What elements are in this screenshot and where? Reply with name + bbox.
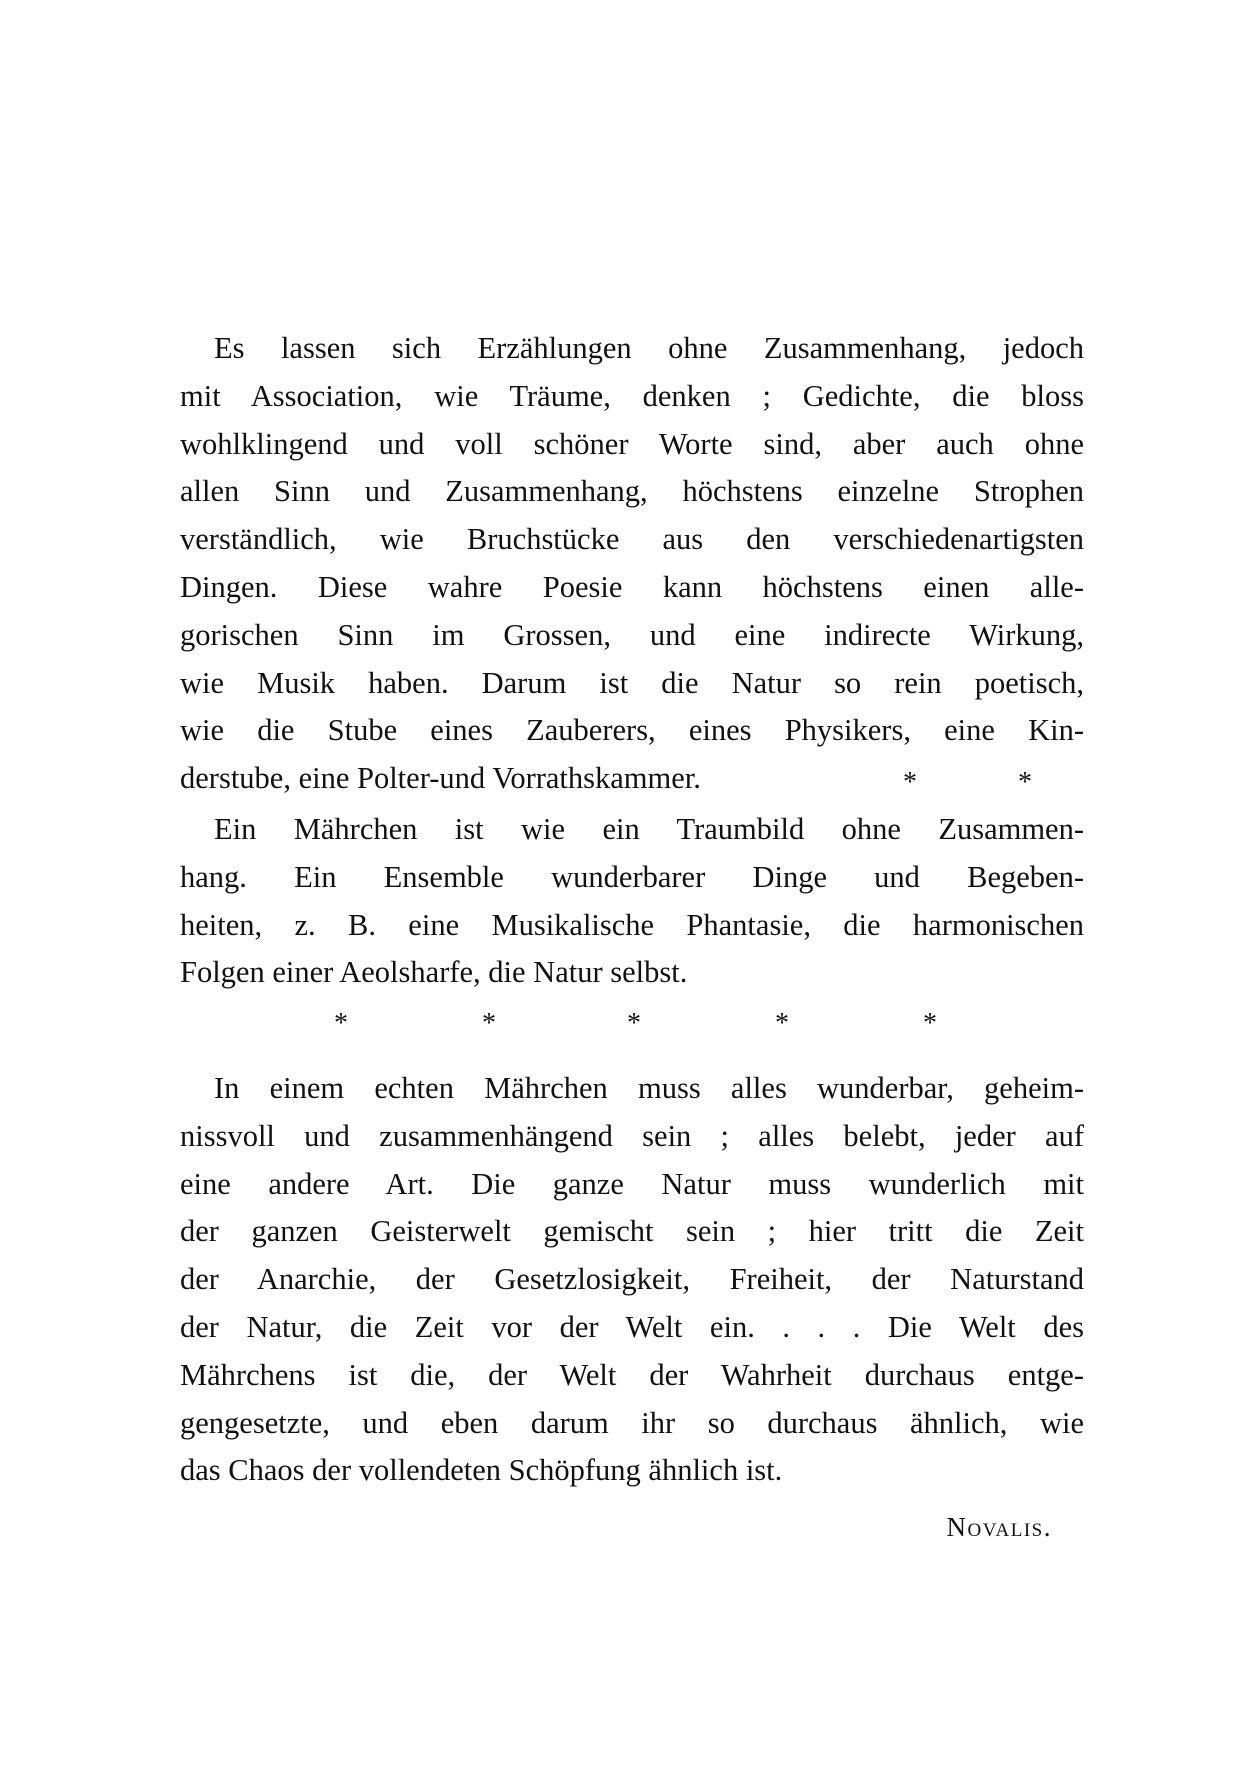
text-line: gorischen Sinn im Grossen, und eine indirecte Wirkung, (180, 617, 1084, 652)
text-line: verständlich, wie Bruchstücke aus den verschiedenartigsten (180, 522, 1084, 557)
text-line: Dingen. Diese wahre Poesie kann höchstens einen alle- (180, 569, 1084, 604)
text-line: der Anarchie, der Gesetzlosigkeit, Freiheit, der Naturstand (180, 1262, 1084, 1297)
asterisk: * (627, 1008, 641, 1039)
paragraph-3 (180, 1065, 1084, 1495)
paragraph-1 (180, 325, 1084, 803)
text-line: wohlklingend und voll schöner Worte sind, aber auch ohne (180, 426, 1084, 461)
asterisk: * (775, 1008, 789, 1039)
asterisk: * (334, 1008, 348, 1039)
text-line: allen Sinn und Zusammenhang, höchstens einzelne Strophen (180, 474, 1084, 509)
asterisk: * (1018, 767, 1032, 798)
text-line: Es lassen sich Erzählungen ohne Zusammenhang, jedoch (214, 331, 1084, 365)
text-line: wie die Stube eines Zauberers, eines Physikers, eine Kin- (180, 713, 1084, 748)
text-line: hang. Ein Ensemble wunderbarer Dinge und Begeben- (180, 859, 1084, 894)
text-line: In einem echten Mährchen muss alles wunderbar, geheim- (214, 1071, 1084, 1105)
text-line: der ganzen Geisterwelt gemischt sein ; hier tritt die Zeit (180, 1214, 1084, 1249)
author-signature: Novalis. (946, 1512, 1052, 1542)
text-line: derstube, eine Polter-und Vorrathskammer. (180, 761, 701, 796)
text-line: der Natur, die Zeit vor der Welt ein. . . . Die Welt des (180, 1309, 1084, 1344)
text-line: mit Association, wie Träume, denken ; Gedichte, die bloss (180, 378, 1084, 413)
text-line: nissvoll und zusammenhängend sein ; alles belebt, jeder auf (180, 1118, 1084, 1153)
asterisk: * (923, 1008, 937, 1039)
asterisk: * (903, 767, 917, 798)
text-line: Ein Mährchen ist wie ein Traumbild ohne Zusammen- (214, 812, 1084, 846)
asterisk: * (482, 1008, 496, 1039)
paragraph-2 (180, 806, 1084, 997)
text-line: heiten, z. B. eine Musikalische Phantasie, die harmonischen (180, 907, 1084, 942)
text-line: gengesetzte, und eben darum ihr so durchaus ähnlich, wie (180, 1405, 1084, 1440)
text-line: Folgen einer Aeolsharfe, die Natur selbst. (180, 955, 688, 990)
text-line: das Chaos der vollendeten Schöpfung ähnlich ist. (180, 1453, 783, 1488)
text-line: Mährchens ist die, der Welt der Wahrheit durchaus entge- (180, 1357, 1084, 1392)
text-line: eine andere Art. Die ganze Natur muss wunderlich mit (180, 1166, 1084, 1201)
text-line: wie Musik haben. Darum ist die Natur so rein poetisch, (180, 665, 1084, 700)
